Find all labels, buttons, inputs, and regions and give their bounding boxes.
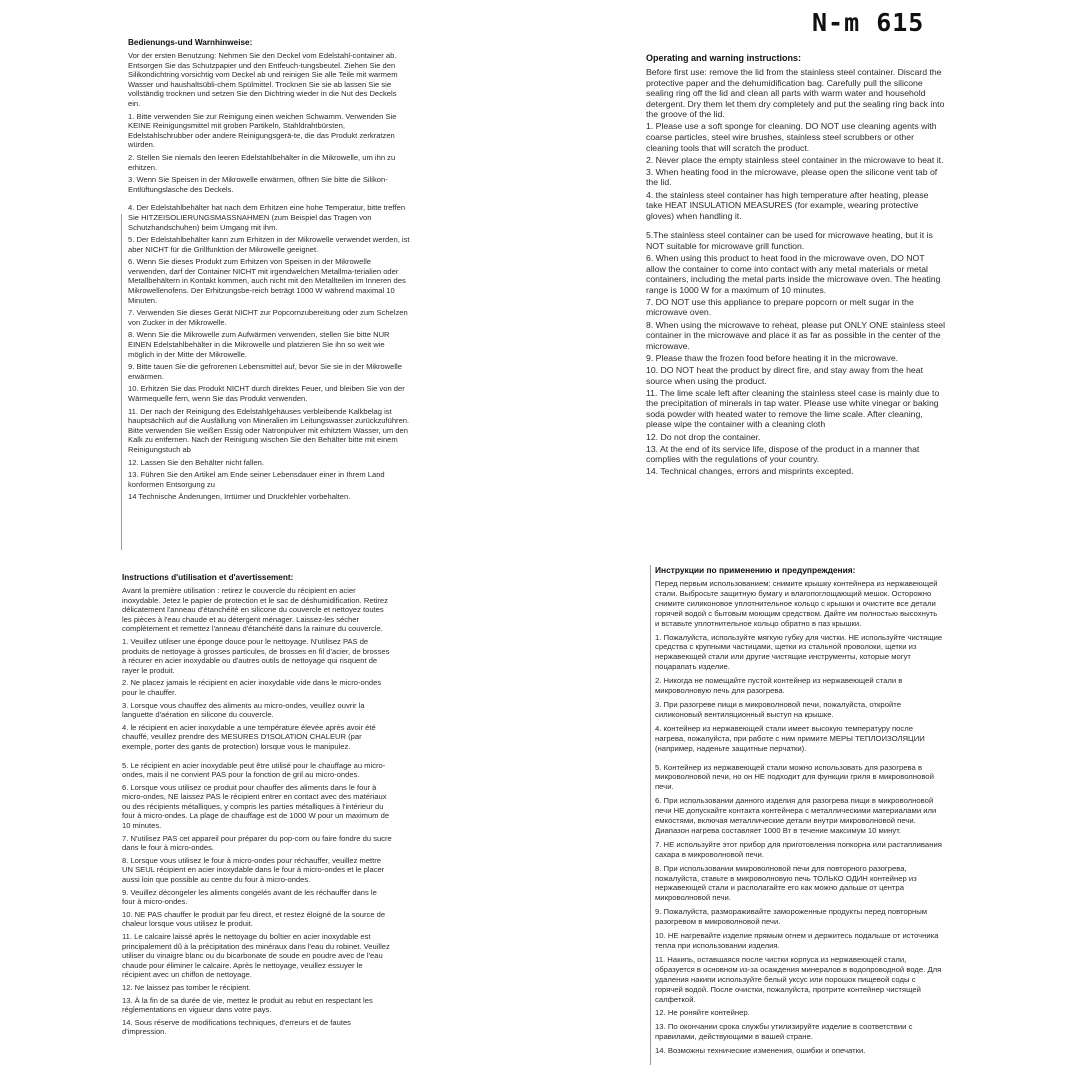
- french-heading: Instructions d'utilisation et d'avertissement:: [122, 573, 294, 582]
- german-paragraph: 10. Erhitzen Sie das Produkt NICHT durch direktes Feuer, und bleiben Sie von der Wärmequelle fern, wenn Sie das Produkt verwenden.: [128, 384, 405, 403]
- french-paragraph: 8. Lorsque vous utilisez le four à micro-ondes pour réchauffer, veuillez mettre UN SEUL récipient en acier inoxydable dans le four à micro-ondes et le placer aussi loin que possible au centre du four à micro-ondes.: [122, 855, 385, 885]
- russian-paragraph: 8. При использовании микроволновой печи для повторного разогрева, пожалуйста, ставьте в микроволновую печь ТОЛЬКО ОДИН контейнер из нержавеющей стали и располагайте его как можно дальше от центра микроволновой печи.: [655, 863, 917, 903]
- margin-rule: [121, 214, 122, 550]
- german-paragraph: 13. Führen Sie den Artikel am Ende seiner Lebensdauer einer in Ihrem Land konformen Entsorgung zu: [128, 470, 385, 489]
- german-heading: Bedienungs-und Warnhinweise:: [128, 38, 253, 47]
- english-paragraph: 10. DO NOT heat the product by direct fire, and stay away from the heat source when using the product.: [646, 364, 924, 386]
- russian-heading: Инструкции по применению и предупреждения:: [655, 565, 856, 575]
- english-paragraph: 11. The lime scale left after cleaning the stainless steel case is mainly due to the precipitation of minerals in tap water. Please use white vinegar or baking soda powder with heated water to remove the lime scale. After cleaning, please wipe the container with a cleaning cloth: [646, 387, 940, 430]
- german-paragraph: 9. Bitte tauen Sie die gefrorenen Lebensmittel auf, bevor Sie sie in der Mikrowelle erwärmen.: [128, 362, 402, 381]
- german-paragraph: 14 Technische Änderungen, Irrtümer und Druckfehler vorbehalten.: [128, 492, 351, 502]
- french-paragraph: 10. NE PAS chauffer le produit par feu direct, et restez éloigné de la source de chaleur lorsque vous utilisez le produit.: [122, 909, 386, 929]
- german-paragraph: 4. Der Edelstahlbehälter hat nach dem Erhitzen eine hohe Temperatur, bitte treffen Sie HITZEISOLIERUNGSMASSNAHMEN (zum Beispiel das Tragen von Schutzhandschuhen) beim Umgang mit ihm.: [128, 203, 406, 232]
- russian-paragraph: 13. По окончании срока службы утилизируйте изделие в соответствии с правилами, действующими в вашей стране.: [655, 1022, 913, 1042]
- german-paragraph: 6. Wenn Sie dieses Produkt zum Erhitzen von Speisen in der Mikrowelle verwenden, darf der Container NICHT mit irgendwelchen Metallma-terialien oder Metallbehältern in Kontakt kommen, auch nicht mit den Metallteilen im Inneren des Mikrowellenofens. Der Erhitzungsbe-reich beträgt 1000 W während maximal 10 Minuten.: [128, 257, 406, 305]
- german-paragraph: 2. Stellen Sie niemals den leeren Edelstahlbehälter in die Mikrowelle, um ihn zu erhitzen.: [128, 152, 396, 172]
- russian-paragraph: 1. Пожалуйста, используйте мягкую губку для чистки. НЕ используйте чистящие средства с крупными частицами, щетки из стальной проволоки, щетки из нержавеющей стали или другие чистящие инструменты, которые могут поцарапать изделие.: [655, 632, 943, 672]
- german-paragraph: 1. Bitte verwenden Sie zur Reinigung einen weichen Schwamm. Verwenden Sie KEINE Reinigungsmittel mit groben Partikeln, Stahldrahtbürsten, Edelstahlschrubber oder andere Reinigungsgerä-te, die das Produkt zerkratzen würden.: [128, 111, 397, 150]
- english-paragraph: 6. When using this product to heat food in the microwave oven, DO NOT allow the container to come into contact with any metal materials or metal containers, including the metal parts inside the microwave oven. The heating range is 1000 W for a maximum of 10 minutes.: [646, 253, 941, 295]
- english-paragraph: 7. DO NOT use this appliance to prepare popcorn or melt sugar in the microwave oven.: [646, 296, 914, 318]
- french-paragraph: 1. Veuillez utiliser une éponge douce pour le nettoyage. N'utilisez PAS de produits de nettoyage à grosses particules, de brosses en fil d'acier, de brosses à récurer en acier inoxydable ou d'autres outils de nettoyage qui risquent de rayer le produit.: [122, 636, 390, 675]
- margin-rule: [650, 565, 651, 1065]
- russian-paragraph: 4. контейнер из нержавеющей стали имеет высокую температуру после нагрева, пожалуйста, при работе с ним примите МЕРЫ ТЕПЛОИЗОЛЯЦИИ (например, наденьте защитные перчатки).: [655, 723, 925, 753]
- english-paragraph: 8. When using the microwave to reheat, please put ONLY ONE stainless steel container in the microwave and place it as far as possible in the center of the microwave.: [646, 319, 946, 351]
- german-paragraph: 12. Lassen Sie den Behälter nicht fallen.: [128, 457, 264, 467]
- french-paragraph: 14. Sous réserve de modifications techniques, d'erreurs et de fautes d'impression.: [122, 1017, 351, 1037]
- english-paragraph: 9. Please thaw the frozen food before heating it in the microwave.: [646, 352, 899, 363]
- russian-paragraph: 9. Пожалуйста, размораживайте замороженные продукты перед повторным разогревом в микроволновой печи.: [655, 907, 928, 927]
- russian-paragraph: 14. Возможны технические изменения, ошибки и опечатки.: [655, 1046, 866, 1056]
- english-paragraph: 12. Do not drop the container.: [646, 431, 761, 442]
- french-paragraph: 3. Lorsque vous chauffez des aliments au micro-ondes, veuillez ouvrir la languette d'aération en silicone du couvercle.: [122, 700, 365, 720]
- english-instructions: [646, 53, 946, 531]
- french-paragraph: Avant la première utilisation : retirez le couvercle du récipient en acier inoxydable. Jetez le papier de protection et le sac de déshumidification. Retirez délicatement l'anneau d'étanchéité en silicone du couvercle et nettoyez toutes les pièces à l'eau chaude et au détergent ménager. Laissez-les sécher complètement et remettez l'anneau d'étanchéité dans la rainure du couvercle.: [122, 586, 388, 634]
- english-paragraph: 14. Technical changes, errors and misprints excepted.: [646, 466, 854, 477]
- french-paragraph: 5. Le récipient en acier inoxydable peut être utilisé pour le chauffage au micro-ondes, mais il ne convient PAS pour la fonction de gril au micro-ondes.: [122, 760, 386, 780]
- german-paragraph: 3. Wenn Sie Speisen in der Mikrowelle erwärmen, öffnen Sie bitte die Silikon- Entlüftungslasche des Deckels.: [128, 175, 388, 194]
- russian-paragraph: Перед первым использованием: снимите крышку контейнера из нержавеющей стали. Выбросьте защитную бумагу и влагопоглощающий мешок. Осторожно снимите силиконовое уплотнительное кольцо с крышки и очистите все детали горячей водой с бытовым моющим средством. Дайте им полностью высохнуть и вставьте уплотнительное кольцо обратно в паз крышки.: [655, 579, 938, 628]
- english-heading: Operating and warning instructions:: [646, 53, 802, 63]
- german-paragraph: 8. Wenn Sie die Mikrowelle zum Aufwärmen verwenden, stellen Sie bitte NUR EINEN Edelstahlbehälter in die Mikrowelle und platzieren Sie ihn so weit wie möglich in der Mitte der Mikrowelle.: [128, 330, 390, 359]
- english-paragraph: 13. At the end of its service life, dispose of the product in a manner that complies with the regulations of your country.: [646, 443, 920, 465]
- french-paragraph: 12. Ne laissez pas tomber le récipient.: [122, 982, 251, 992]
- french-instructions: [122, 573, 392, 1071]
- german-paragraph: 5. Der Edelstahlbehälter kann zum Erhitzen in der Mikrowelle verwendet werden, ist aber NICHT für die Grillfunktion der Mikrowelle geeignet.: [128, 235, 410, 254]
- german-paragraph: 7. Verwenden Sie dieses Gerät NICHT zur Popcornzubereitung oder zum Schelzen von Zucker in der Mikrowelle.: [128, 308, 408, 327]
- russian-paragraph: 12. Не роняйте контейнер.: [655, 1008, 750, 1018]
- english-paragraph: 2. Never place the empty stainless steel container in the microwave to heat it.: [646, 154, 944, 165]
- russian-paragraph: 7. НЕ используйте этот прибор для приготовления попкорна или растапливания сахара в микроволновой печи.: [655, 839, 942, 859]
- russian-paragraph: 10. НЕ нагревайте изделие прямым огнем и держитесь подальше от источника тепла при использовании изделия.: [655, 931, 939, 950]
- german-instructions: [128, 38, 410, 553]
- english-paragraph: Before first use: remove the lid from the stainless steel container. Discard the protective paper and the dehumidification bag. Carefully pull the silicone sealing ring off the lid and clean all parts with warm water and household detergent. Dry them let them dry completely and put the sealing ring back into the groove of the lid.: [646, 67, 945, 120]
- russian-instructions: [655, 565, 943, 1070]
- german-paragraph: 11. Der nach der Reinigung des Edelstahlgehäuses verbleibende Kalkbelag ist hauptsächlich auf die Ausfällung von Mineralien im Leitungswasser zurückzuführen. Bitte verwenden Sie weißen Essig oder Natronpulver mit erhitztem Wasser, um den Kalk zu entfernen. Nach der Reinigung wischen Sie den Behälter bitte mit einem Reinigungstuch ab: [128, 406, 410, 454]
- russian-paragraph: 6. При использовании данного изделия для разогрева пищи в микроволновой печи НЕ допускайте контакта контейнера с металлическими материалами или емкостями, включая металлические детали внутри микроволновой печи. Диапазон нагрева составляет 1000 Вт в течение максимум 10 минут.: [655, 796, 937, 835]
- english-paragraph: 1. Please use a soft sponge for cleaning. DO NOT use cleaning agents with coarse particles, steel wire brushes, stainless steel scrubbers or other cleaning tools that will scratch the product.: [646, 121, 937, 153]
- russian-paragraph: 11. Накипь, оставшаяся после чистки корпуса из нержавеющей стали, образуется в основном из-за осаждения минералов в водопроводной воде. Для удаления накипи используйте белый уксус или порошок пищевой соды с горячей водой. После очистки, пожалуйста, протрите контейнер чистящей салфеткой.: [655, 954, 942, 1004]
- product-code: N-m 615: [812, 8, 925, 37]
- french-paragraph: 13. À la fin de sa durée de vie, mettez le produit au rebut en respectant les réglementations en vigueur dans votre pays.: [122, 995, 373, 1015]
- french-paragraph: 11. Le calcaire laissé après le nettoyage du boîtier en acier inoxydable est principalement dû à la précipitation des minéraux dans l'eau du robinet. Veuillez utiliser du vinaigre blanc ou du bicarbonate de soude en poudre avec de l'eau chaude pour éliminer le calcaire. Après le nettoyage, veuillez essuyer le récipient avec un chiffon de nettoyage.: [122, 932, 390, 980]
- french-paragraph: 7. N'utilisez PAS cet appareil pour préparer du pop-corn ou faire fondre du sucre dans le four à micro-ondes.: [122, 833, 392, 853]
- french-paragraph: 2. Ne placez jamais le récipient en acier inoxydable vide dans le micro-ondes pour le chauffer.: [122, 678, 382, 697]
- russian-paragraph: 5. Контейнер из нержавеющей стали можно использовать для разогрева в микроволновой печи, но он НЕ подходит для функции гриля в микроволновой печи.: [655, 762, 934, 792]
- english-paragraph: 5.The stainless steel container can be used for microwave heating, but it is NOT suitable for microwave grill function.: [646, 230, 933, 251]
- russian-paragraph: 3. При разогреве пищи в микроволновой печи, пожалуйста, откройте силиконовый вентиляционный выступ на крышке.: [655, 699, 901, 719]
- english-paragraph: 3. When heating food in the microwave, please open the silicone vent tab of the lid.: [646, 166, 938, 188]
- german-paragraph: Vor der ersten Benutzung: Nehmen Sie den Deckel vom Edelstahl-container ab. Entsorgen Sie das Schutzpapier und den Entfeuch-tungsbeutel. Ziehen Sie den Silikondichtring vorsichtig vom Deckel ab und reinigen Sie alle Teile mit warmem Wasser und haushaltsübli-chem Spülmittel. Trocknen Sie sie ab lassen Sie sie vollständig trocknen und setzen Sie den Dichtring wieder in die Nut des Deckels ein.: [128, 51, 398, 108]
- french-paragraph: 4. le récipient en acier inoxydable a une température élevée après avoir été chauffé, veuillez prendre des MESURES D'ISOLATION CHALEUR (par exemple, porter des gants de protection) lorsque vous le manipulez.: [122, 722, 376, 751]
- russian-paragraph: 2. Никогда не помещайте пустой контейнер из нержавеющей стали в микроволновую печь для разогрева.: [655, 676, 903, 696]
- french-paragraph: 6. Lorsque vous utilisez ce produit pour chauffer des aliments dans le four à micro-ondes, NE laissez PAS le récipient entrer en contact avec des matériaux ou des récipients métalliques, y compris les parties métalliques à l'intérieur du four à micro-ondes. La plage de chauffage est de 1000 W pour un maximum de 10 minutes.: [122, 782, 390, 831]
- french-paragraph: 9. Veuillez décongeler les aliments congelés avant de les réchauffer dans le four à micro-ondes.: [122, 887, 377, 907]
- english-paragraph: 4. the stainless steel container has high temperature after heating, please take HEAT INSULATION MEASURES (for example, wearing protective gloves) when handling it.: [646, 189, 929, 221]
